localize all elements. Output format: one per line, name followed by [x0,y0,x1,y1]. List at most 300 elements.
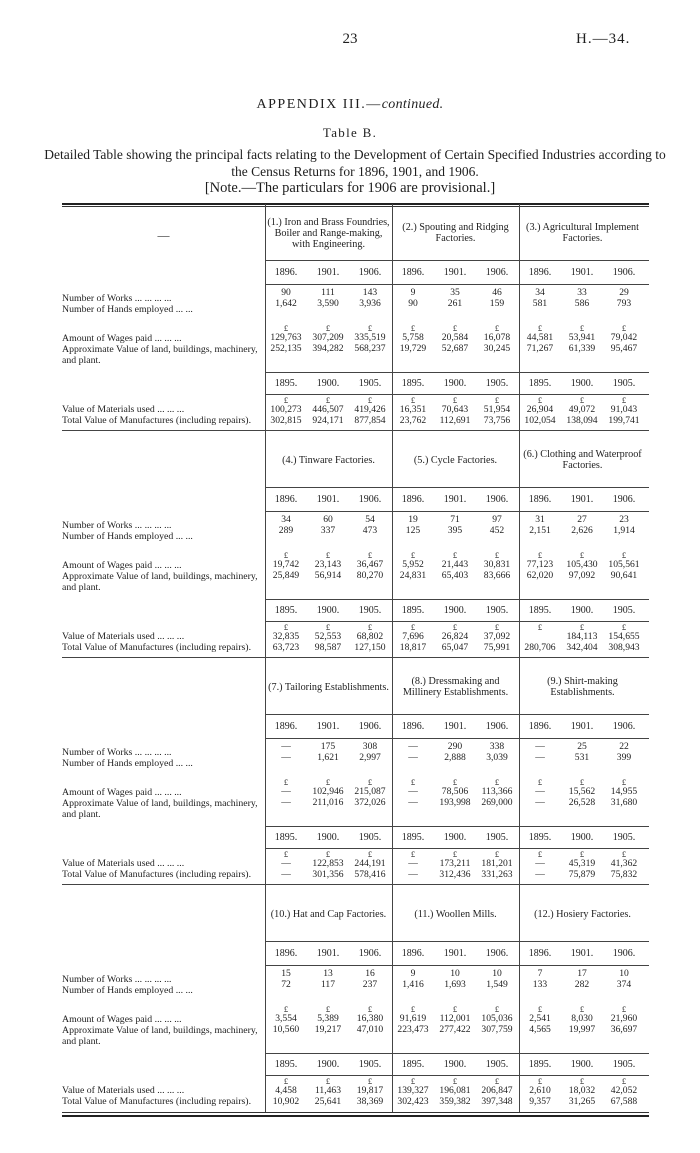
pound-sign: £ [367,323,373,333]
table-cell-wages: 19,742 [272,559,300,570]
table-cell-works: 97 [492,514,502,525]
table-cell-materials: 37,092 [483,631,511,642]
table-cell-land: 19,997 [568,1024,596,1035]
year-header: 1900. [443,832,467,843]
table-cell-land: 568,237 [354,343,386,354]
table-cell-works: 25 [577,741,587,752]
table-cell-hands: 1,549 [486,979,508,990]
industry-heading: (1.) Iron and Brass Foundries, Boiler and Range-making, with Engineering. [267,216,390,250]
table-cell-wages: — [281,786,291,797]
year-header: 1905. [612,605,636,616]
table-cell-hands: 3,936 [359,298,381,309]
pound-sign: £ [494,849,500,859]
table-cell-materials: 139,327 [397,1085,429,1096]
table-cell-materials: 419,426 [354,404,386,415]
page-reference: H.—34. [576,31,631,47]
pound-sign: £ [537,550,543,560]
table-cell-wages: 44,581 [526,332,554,343]
pound-sign: £ [325,1004,331,1014]
row-label-hands: Number of Hands employed ... ... [62,985,193,996]
table-cell-hands: 374 [616,979,632,990]
row-rule [265,260,649,261]
appendix-heading [0,97,700,113]
table-cell-hands: 395 [447,525,463,536]
table-cell-hands: 159 [489,298,505,309]
table-cell-hands: 1,642 [275,298,297,309]
table-cell-materials: 45,319 [568,858,596,869]
table-cell-wages: 5,758 [402,332,424,343]
pound-sign: £ [621,1004,627,1014]
year-header: 1906. [485,721,509,732]
table-cell-works: 34 [535,287,545,298]
industries-table [62,204,649,1112]
row-rule [265,599,649,600]
table-cell-materials: 19,817 [356,1085,384,1096]
year-header: 1896. [401,721,425,732]
table-cell-wages: 91,619 [399,1013,427,1024]
pound-sign: £ [494,550,500,560]
pound-sign: £ [537,849,543,859]
row-label-manufactures: Total Value of Manufactures (including repairs). [62,869,252,880]
table-cell-land: 25,849 [272,570,300,581]
year-header: 1906. [612,494,636,505]
table-cell-materials: 68,802 [356,631,384,642]
table-cell-land: — [535,797,545,808]
year-header: 1901. [316,267,340,278]
table-cell-manufactures: — [281,869,291,880]
year-header: 1905. [612,378,636,389]
table-cell-works: 308 [362,741,378,752]
table-cell-land: 83,666 [483,570,511,581]
row-label-hands: Number of Hands employed ... ... [62,304,193,315]
pound-sign: £ [410,1004,416,1014]
table-cell-wages: 16,078 [483,332,511,343]
table-cell-hands: — [535,752,545,763]
table-cell-wages: 105,430 [566,559,598,570]
pound-sign: £ [325,395,331,405]
pound-sign: £ [325,622,331,632]
row-rule [265,1053,649,1054]
row-label-land: Approximate Value of land, buildings, machinery, and plant. [62,798,258,820]
table-cell-hands: 282 [574,979,590,990]
table-cell-manufactures: 138,094 [566,415,598,426]
row-rule [265,511,649,512]
table-cell-materials: 18,032 [568,1085,596,1096]
industry-block [62,431,649,658]
table-cell-works: 33 [577,287,587,298]
pound-sign: £ [494,1076,500,1086]
table-cell-materials: 100,273 [270,404,302,415]
table-cell-land: 223,473 [397,1024,429,1035]
table-cell-manufactures: 67,588 [610,1096,638,1107]
table-cell-land: 36,697 [610,1024,638,1035]
pound-sign: £ [283,395,289,405]
table-cell-hands: 2,997 [359,752,381,763]
table-cell-manufactures: 112,691 [439,415,471,426]
pound-sign: £ [537,1004,543,1014]
table-cell-hands: 531 [574,752,590,763]
table-cell-land: 56,914 [314,570,342,581]
table-cell-wages: — [535,786,545,797]
table-cell-works: 143 [362,287,378,298]
table-cell-wages: 20,584 [441,332,469,343]
table-cell-hands: 452 [489,525,505,536]
table-cell-wages: 36,467 [356,559,384,570]
table-cell-manufactures: 10,902 [272,1096,300,1107]
row-label-works: Number of Works ... ... ... ... [62,293,172,304]
table-cell-materials: 52,553 [314,631,342,642]
provisional-note: [Note.—The particulars for 1906 are provisional.] [204,180,496,196]
table-cell-hands: 125 [405,525,421,536]
table-cell-materials: 184,113 [566,631,598,642]
table-cell-land: 269,000 [481,797,513,808]
year-header: 1906. [358,721,382,732]
row-label-wages: Amount of Wages paid ... ... ... [62,560,182,571]
table-cell-land: 211,016 [312,797,344,808]
table-cell-land: 90,641 [610,570,638,581]
pound-sign: £ [579,395,585,405]
pound-sign: £ [325,550,331,560]
table-cell-hands: — [408,752,418,763]
table-cell-land: 80,270 [356,570,384,581]
pound-sign: £ [325,1076,331,1086]
pound-sign: £ [621,395,627,405]
year-header: 1901. [443,948,467,959]
table-cell-wages: 21,443 [441,559,469,570]
pound-sign: £ [621,622,627,632]
industry-heading: (9.) Shirt-making Establishments. [547,676,618,698]
table-cell-materials: 11,463 [314,1085,342,1096]
pound-sign: £ [621,550,627,560]
pound-sign: £ [452,1076,458,1086]
row-label-works: Number of Works ... ... ... ... [62,747,172,758]
year-header: 1901. [443,721,467,732]
year-header: 1901. [570,721,594,732]
table-cell-works: 60 [323,514,333,525]
year-header: 1900. [316,605,340,616]
table-cell-works: 22 [619,741,629,752]
table-cell-manufactures: 73,756 [483,415,511,426]
table-cell-works: 35 [450,287,460,298]
table-cell-materials: 196,081 [439,1085,471,1096]
table-cell-land: 193,998 [439,797,471,808]
table-cell-hands: 3,039 [486,752,508,763]
pound-sign: £ [325,777,331,787]
table-cell-manufactures: 199,741 [608,415,640,426]
row-label-manufactures: Total Value of Manufactures (including repairs). [62,415,252,426]
table-cell-land: — [281,797,291,808]
industry-heading: (10.) Hat and Cap Factories. [270,908,387,920]
table-cell-wages: 112,001 [439,1013,471,1024]
pound-sign: £ [367,1076,373,1086]
year-header: 1901. [316,494,340,505]
pound-sign: £ [579,1004,585,1014]
table-cell-manufactures: 578,416 [354,869,386,880]
table-cell-works: 290 [447,741,463,752]
row-label-materials: Value of Materials used ... ... ... [62,1085,185,1096]
year-header: 1896. [274,267,298,278]
table-cell-manufactures: 75,832 [610,869,638,880]
year-header: 1895. [274,832,298,843]
table-cell-hands: 90 [408,298,418,309]
year-header: 1900. [570,378,594,389]
table-cell-hands: 289 [278,525,294,536]
year-header: 1896. [528,494,552,505]
year-header: 1905. [485,1059,509,1070]
year-header: 1896. [401,267,425,278]
industry-heading: (12.) Hosiery Factories. [534,908,631,920]
table-cell-wages: 3,554 [275,1013,297,1024]
table-cell-wages: 102,946 [312,786,344,797]
table-cell-works: 90 [281,287,291,298]
table-cell-land: 52,687 [441,343,469,354]
table-cell-works: 338 [489,741,505,752]
row-rule [265,487,649,488]
table-cell-materials: 7,696 [402,631,424,642]
table-cell-works: 17 [577,968,587,979]
table-cell-materials: 32,835 [272,631,300,642]
pound-sign: £ [452,550,458,560]
table-cell-hands: 1,621 [317,752,339,763]
industry-heading: (5.) Cycle Factories. [413,454,498,466]
row-label-works: Number of Works ... ... ... ... [62,974,172,985]
table-cell-manufactures: 397,348 [481,1096,513,1107]
year-header: 1895. [274,1059,298,1070]
table-cell-land: 47,010 [356,1024,384,1035]
table-cell-land: 62,020 [526,570,554,581]
row-rule [265,941,649,942]
row-label-materials: Value of Materials used ... ... ... [62,631,185,642]
table-cell-works: 29 [619,287,629,298]
table-cell-manufactures: 924,171 [312,415,344,426]
year-header: 1905. [612,1059,636,1070]
pound-sign: £ [494,1004,500,1014]
year-header: 1896. [274,948,298,959]
table-cell-works: 13 [323,968,333,979]
table-cell-land: 277,422 [439,1024,471,1035]
year-header: 1900. [443,378,467,389]
table-cell-materials: — [535,858,545,869]
table-cell-works: 10 [492,968,502,979]
table-cell-materials: 173,211 [439,858,471,869]
appendix-continued: continued. [381,97,444,112]
table-cell-hands: 1,693 [444,979,466,990]
table-cell-materials: 16,351 [399,404,427,415]
year-header: 1895. [274,605,298,616]
year-header: 1900. [570,1059,594,1070]
table-cell-land: 97,092 [568,570,596,581]
table-cell-works: 175 [320,741,336,752]
table-cell-manufactures: 342,404 [566,642,598,653]
year-header: 1906. [358,948,382,959]
table-cell-materials: 26,904 [526,404,554,415]
pound-sign: £ [579,849,585,859]
pound-sign: £ [537,395,543,405]
table-cell-land: 372,026 [354,797,386,808]
table-cell-land: 65,403 [441,570,469,581]
table-cell-land: 26,528 [568,797,596,808]
table-cell-materials: 26,824 [441,631,469,642]
year-header: 1906. [612,721,636,732]
row-label-hands: Number of Hands employed ... ... [62,531,193,542]
year-header: 1895. [528,832,552,843]
table-cell-materials: 41,362 [610,858,638,869]
pound-sign: £ [410,1076,416,1086]
table-cell-manufactures: 359,382 [439,1096,471,1107]
table-cell-wages: 30,831 [483,559,511,570]
table-cell-works: 31 [535,514,545,525]
table-cell-wages: 14,955 [610,786,638,797]
pound-sign: £ [410,395,416,405]
pound-sign: £ [452,395,458,405]
table-cell-materials: — [281,858,291,869]
page-number: 23 [342,31,358,47]
industry-heading: (3.) Agricultural Implement Factories. [526,222,639,244]
table-cell-manufactures: 63,723 [272,642,300,653]
table-cell-materials: 91,043 [610,404,638,415]
table-cell-works: 46 [492,287,502,298]
row-rule [265,714,649,715]
appendix-title: APPENDIX III.— [256,97,382,112]
table-cell-wages: 78,506 [441,786,469,797]
year-header: 1900. [316,832,340,843]
pound-sign: £ [283,777,289,787]
corner-dash: — [157,228,170,242]
pound-sign: £ [494,395,500,405]
table-cell-manufactures: 9,357 [529,1096,551,1107]
row-label-works: Number of Works ... ... ... ... [62,520,172,531]
table-cell-manufactures: 98,587 [314,642,342,653]
table-cell-wages: 53,941 [568,332,596,343]
year-header: 1896. [401,948,425,959]
table-cell-materials: 49,072 [568,404,596,415]
table-cell-land: 19,729 [399,343,427,354]
pound-sign: £ [537,323,543,333]
table-cell-materials: 122,853 [312,858,344,869]
row-rule [265,284,649,285]
industry-heading: (8.) Dressmaking and Millinery Establishments. [402,676,509,698]
table-cell-wages: 16,380 [356,1013,384,1024]
pound-sign: £ [367,777,373,787]
table-cell-land: 61,339 [568,343,596,354]
table-cell-land: 4,565 [529,1024,551,1035]
table-cell-materials: — [408,858,418,869]
year-header: 1905. [358,1059,382,1070]
year-header: 1901. [570,948,594,959]
row-rule [265,738,649,739]
year-header: 1895. [401,1059,425,1070]
year-header: 1895. [528,605,552,616]
table-cell-materials: 206,847 [481,1085,513,1096]
table-cell-works: 10 [619,968,629,979]
row-label-manufactures: Total Value of Manufactures (including repairs). [62,1096,252,1107]
table-cell-hands: 793 [616,298,632,309]
industry-heading: (4.) Tinware Factories. [282,454,375,466]
year-header: 1895. [528,1059,552,1070]
pound-sign: £ [410,622,416,632]
table-cell-hands: 1,416 [402,979,424,990]
table-cell-hands: 3,590 [317,298,339,309]
table-cell-wages: 215,087 [354,786,386,797]
table-cell-manufactures: 302,423 [397,1096,429,1107]
pound-sign: £ [494,622,500,632]
row-label-wages: Amount of Wages paid ... ... ... [62,333,182,344]
year-header: 1895. [401,832,425,843]
table-cell-hands: 581 [532,298,548,309]
year-header: 1900. [443,1059,467,1070]
row-label-land: Approximate Value of land, buildings, machinery, and plant. [62,1025,258,1047]
pound-sign: £ [283,323,289,333]
year-header: 1906. [485,948,509,959]
pound-sign: £ [410,777,416,787]
year-header: 1895. [528,378,552,389]
pound-sign: £ [494,323,500,333]
year-header: 1895. [401,605,425,616]
table-cell-materials: 42,052 [610,1085,638,1096]
row-label-materials: Value of Materials used ... ... ... [62,404,185,415]
table-cell-wages: 2,541 [529,1013,551,1024]
year-header: 1901. [443,494,467,505]
year-header: 1905. [485,378,509,389]
row-label-wages: Amount of Wages paid ... ... ... [62,1014,182,1025]
year-header: 1896. [274,721,298,732]
pound-sign: £ [537,1076,543,1086]
table-cell-land: 19,217 [314,1024,342,1035]
table-cell-land: 71,267 [526,343,554,354]
industry-heading: (11.) Woollen Mills. [414,908,497,920]
year-header: 1905. [358,605,382,616]
year-header: 1900. [316,1059,340,1070]
pound-sign: £ [621,1076,627,1086]
table-cell-wages: 79,042 [610,332,638,343]
row-rule [265,965,649,966]
table-cell-wages: 129,763 [270,332,302,343]
pound-sign: £ [579,1076,585,1086]
pound-sign: £ [410,550,416,560]
table-cell-hands: 117 [320,979,336,990]
year-header: 1896. [401,494,425,505]
table-cell-manufactures: 75,991 [483,642,511,653]
table-cell-materials: 2,610 [529,1085,551,1096]
year-header: 1895. [274,378,298,389]
pound-sign: £ [452,849,458,859]
table-cell-manufactures: 102,054 [524,415,556,426]
year-header: 1896. [528,721,552,732]
row-label-land: Approximate Value of land, buildings, machinery, and plant. [62,344,258,366]
table-cell-works: 7 [537,968,543,979]
year-header: 1896. [528,267,552,278]
year-header: 1901. [443,267,467,278]
table-cell-manufactures: 308,943 [608,642,640,653]
table-bottom-rule-heavy [62,1115,649,1117]
pound-sign: £ [621,323,627,333]
table-cell-hands: 2,626 [571,525,593,536]
year-header: 1900. [443,605,467,616]
table-cell-wages: 15,562 [568,786,596,797]
table-cell-works: 34 [281,514,291,525]
table-cell-land: 307,759 [481,1024,513,1035]
year-header: 1901. [316,721,340,732]
table-cell-land: 252,135 [270,343,302,354]
table-cell-hands: 261 [447,298,463,309]
table-cell-land: 10,560 [272,1024,300,1035]
table-cell-manufactures: 302,815 [270,415,302,426]
pound-sign: £ [283,622,289,632]
pound-sign: £ [579,323,585,333]
year-header: 1895. [401,378,425,389]
year-header: 1900. [570,832,594,843]
pound-sign: £ [579,777,585,787]
